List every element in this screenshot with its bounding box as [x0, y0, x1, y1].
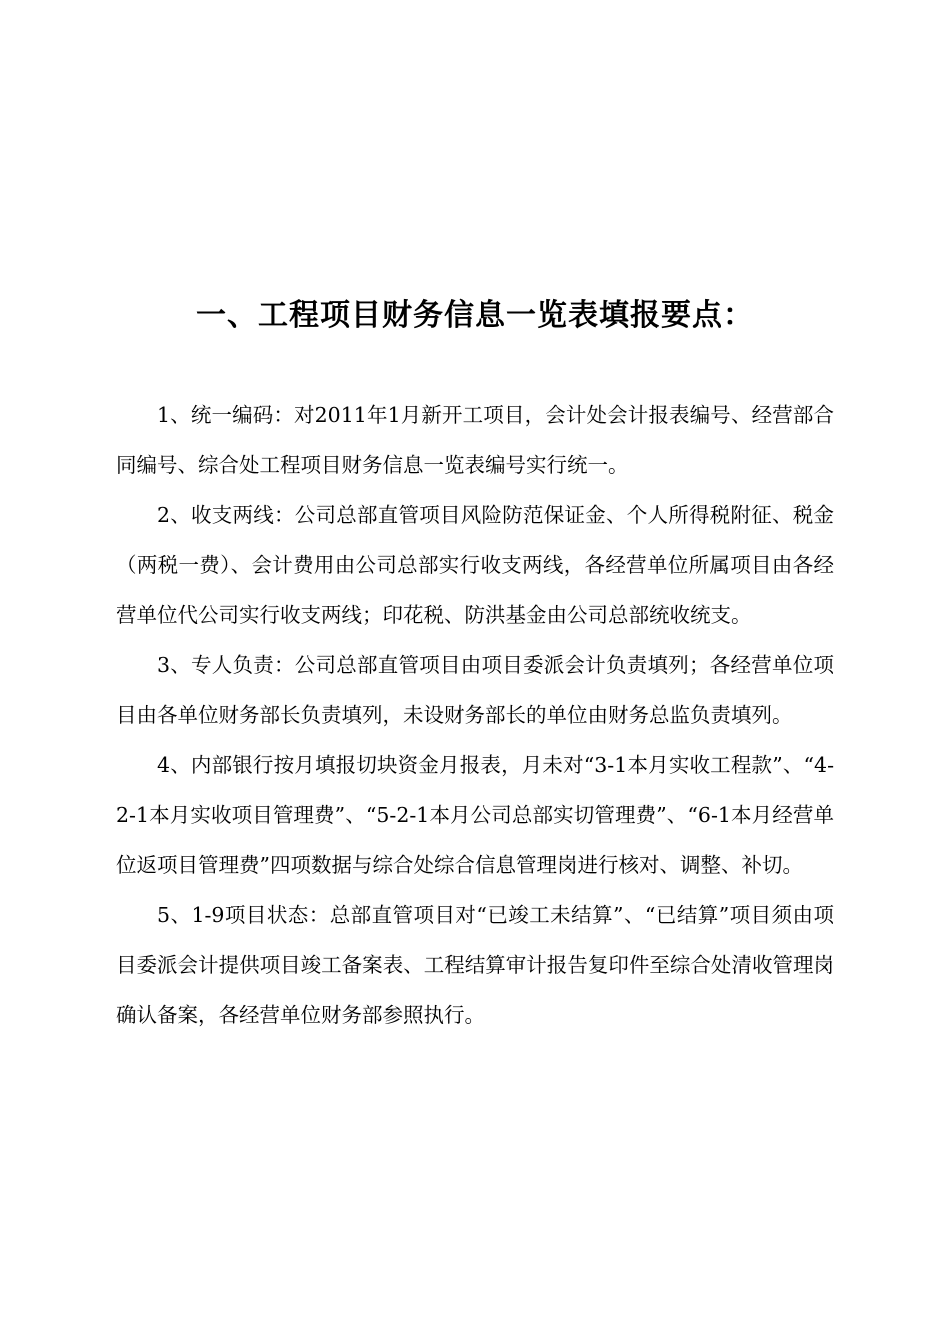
paragraph-unified-coding: 1、统一编码：对2011年1月新开工项目，会计处会计报表编号、经营部合同编号、综合处工程项目财务信息一览表编号实行统一。 [116, 403, 834, 477]
document-title: 一、工程项目财务信息一览表填报要点： [196, 298, 754, 333]
paragraph-internal-bank: 4、内部银行按月填报切块资金月报表，月未对“3-1本月实收工程款”、“4-2-1本月实收项目管理费”、“5-2-1本月公司总部实切管理费”、“6-1本月经营单位返项目管理费”四项数据与综合处综合信息管理岗进行核对、调整、补切。 [116, 753, 834, 877]
paragraph-project-status: 5、1-9项目状态：总部直管项目对“已竣工未结算”、“已结算”项目须由项目委派会计提供项目竣工备案表、工程结算审计报告复印件至综合处清收管理岗确认备案，各经营单位财务部参照执行。 [116, 903, 834, 1027]
paragraph-responsible-person: 3、专人负责：公司总部直管项目由项目委派会计负责填列；各经营单位项目由各单位财务部长负责填列，未设财务部长的单位由财务总监负责填列。 [116, 653, 834, 727]
document-body [116, 390, 834, 1040]
paragraph-two-lines: 2、收支两线：公司总部直管项目风险防范保证金、个人所得税附征、税金（两税一费）、会计费用由公司总部实行收支两线，各经营单位所属项目由各经营单位代公司实行收支两线；印花税、防洪基金由公司总部统收统支。 [116, 503, 834, 627]
